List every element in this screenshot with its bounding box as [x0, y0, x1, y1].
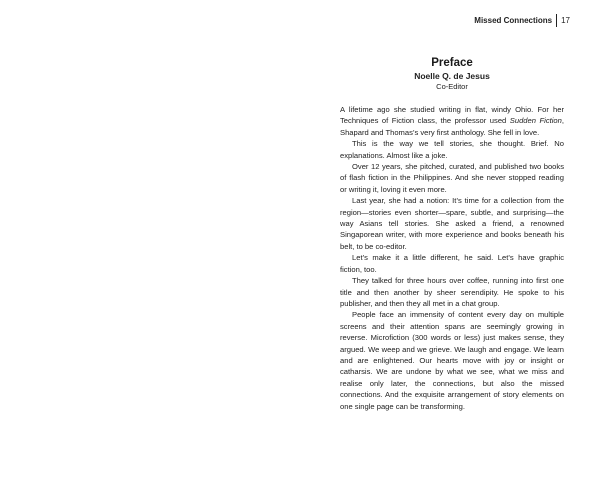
paragraph-3: Over 12 years, she pitched, curated, and published two books of flash fiction in the Philippines. And she never stopped reading or writing it, loving it even more.: [340, 162, 564, 194]
paragraph-2: This is the way we tell stories, she thought. Brief. No explanations. Almost like a joke.: [340, 139, 564, 160]
paragraph-1: [340, 104, 564, 138]
running-header: [474, 14, 570, 26]
paragraph-4: Last year, she had a notion: It’s time for a collection from the region—stories even shorter—spare, subtle, and surprising—the way Asians tell stories. She asked a friend, a renowned Singaporean writer, with more experience and books beneath his belt, to be co-editor.: [340, 196, 564, 251]
body-text: [340, 104, 564, 412]
paragraph-5: Let’s make it a little different, he said. Let’s have graphic fiction, too.: [340, 253, 564, 274]
chapter-title: Preface: [431, 57, 473, 69]
paragraph-7: People face an immensity of content every day on multiple screens and their attention spans are seemingly growing in reverse. Microfiction (300 words or less) just makes sense, they argued. We weep and we grieve. We laugh and engage. We learn and are enlightened. Our hearts move with joy or insight or catharsis. We are undone by what we see, what we miss and realise only later, the connections, but also the missed connections. And the exquisite arrangement of story elements on one single page can be transforming.: [340, 310, 564, 411]
running-header-title: Missed Connections: [474, 15, 553, 25]
paragraph-1-text-after: , Shapard and Thomas’s very first anthology. She fell in love.: [340, 116, 564, 137]
paragraph-1-text-before: A lifetime ago she studied writing in flat, windy Ohio. For her Techniques of Fiction class, the professor used: [340, 105, 564, 126]
author-role: Co-Editor: [436, 82, 468, 91]
author-name: Noelle Q. de Jesus: [414, 71, 490, 81]
chapter-heading: [340, 56, 564, 92]
page-number: 17: [561, 15, 570, 25]
paragraph-6: They talked for three hours over coffee, running into first one title and then another by sheer serendipity. He spoke to his publisher, and then they all met in a chat group.: [340, 276, 564, 308]
book-title-italic: Sudden Fiction: [509, 116, 562, 126]
header-divider: [556, 14, 557, 27]
